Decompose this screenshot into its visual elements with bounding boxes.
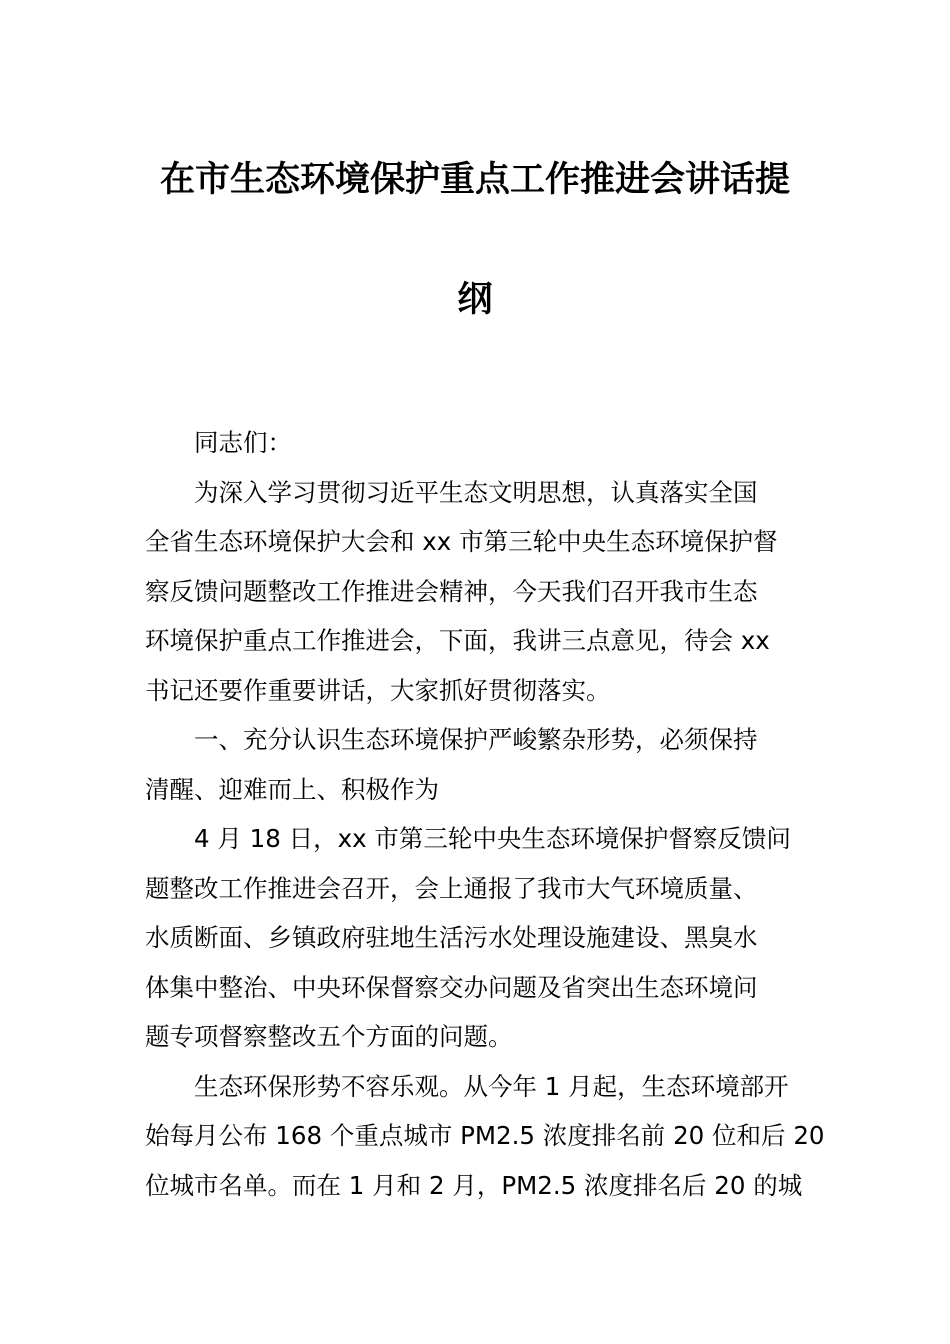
paragraph-line: 全省生态环境保护大会和 xx 市第三轮中央生态环境保护督 bbox=[145, 527, 778, 556]
document-title-line-1: 在市生态环境保护重点工作推进会讲话提 bbox=[159, 160, 790, 200]
paragraph-line: 察反馈问题整改工作推进会精神，今天我们召开我市生态 bbox=[145, 576, 758, 606]
paragraph-line: 清醒、迎难而上、积极作为 bbox=[145, 774, 439, 804]
paragraph-line: 水质断面、乡镇政府驻地生活污水处理设施建设、黑臭水 bbox=[145, 923, 758, 952]
paragraph-line: 4 月 18 日，xx 市第三轮中央生态环境保护督察反馈问 bbox=[194, 824, 791, 853]
paragraph-line: 书记还要作重要讲话，大家抓好贯彻落实。 bbox=[145, 675, 611, 705]
paragraph-line: 为深入学习贯彻习近平生态文明思想，认真落实全国 bbox=[194, 477, 758, 507]
paragraph-line: 位城市名单。而在 1 月和 2 月，PM2.5 浓度排名后 20 的城 bbox=[145, 1170, 803, 1200]
paragraph-line: 环境保护重点工作推进会，下面，我讲三点意见，待会 xx bbox=[145, 626, 770, 655]
paragraph-line: 体集中整治、中央环保督察交办问题及省突出生态环境问 bbox=[145, 972, 758, 1002]
paragraph-line: 一、充分认识生态环境保护严峻繁杂形势，必须保持 bbox=[194, 725, 758, 754]
document-body bbox=[145, 418, 825, 1210]
paragraph-line: 始每月公布 168 个重点城市 PM2.5 浓度排名前 20 位和后 20 bbox=[145, 1121, 825, 1150]
meeting-report-paragraph bbox=[145, 814, 807, 1062]
paragraph-line: 生态环保形势不容乐观。从今年 1 月起，生态环境部开 bbox=[194, 1071, 789, 1101]
document-title-line-2: 纲 bbox=[457, 280, 493, 320]
section-heading-paragraph bbox=[145, 715, 807, 814]
paragraph-line: 同志们： bbox=[194, 428, 292, 457]
paragraph-line: 题整改工作推进会召开，会上通报了我市大气环境质量、 bbox=[145, 873, 758, 903]
salutation-paragraph bbox=[145, 418, 807, 468]
paragraph-line: 题专项督察整改五个方面的问题。 bbox=[145, 1022, 513, 1051]
intro-paragraph bbox=[145, 468, 807, 716]
situation-paragraph bbox=[145, 1062, 825, 1211]
